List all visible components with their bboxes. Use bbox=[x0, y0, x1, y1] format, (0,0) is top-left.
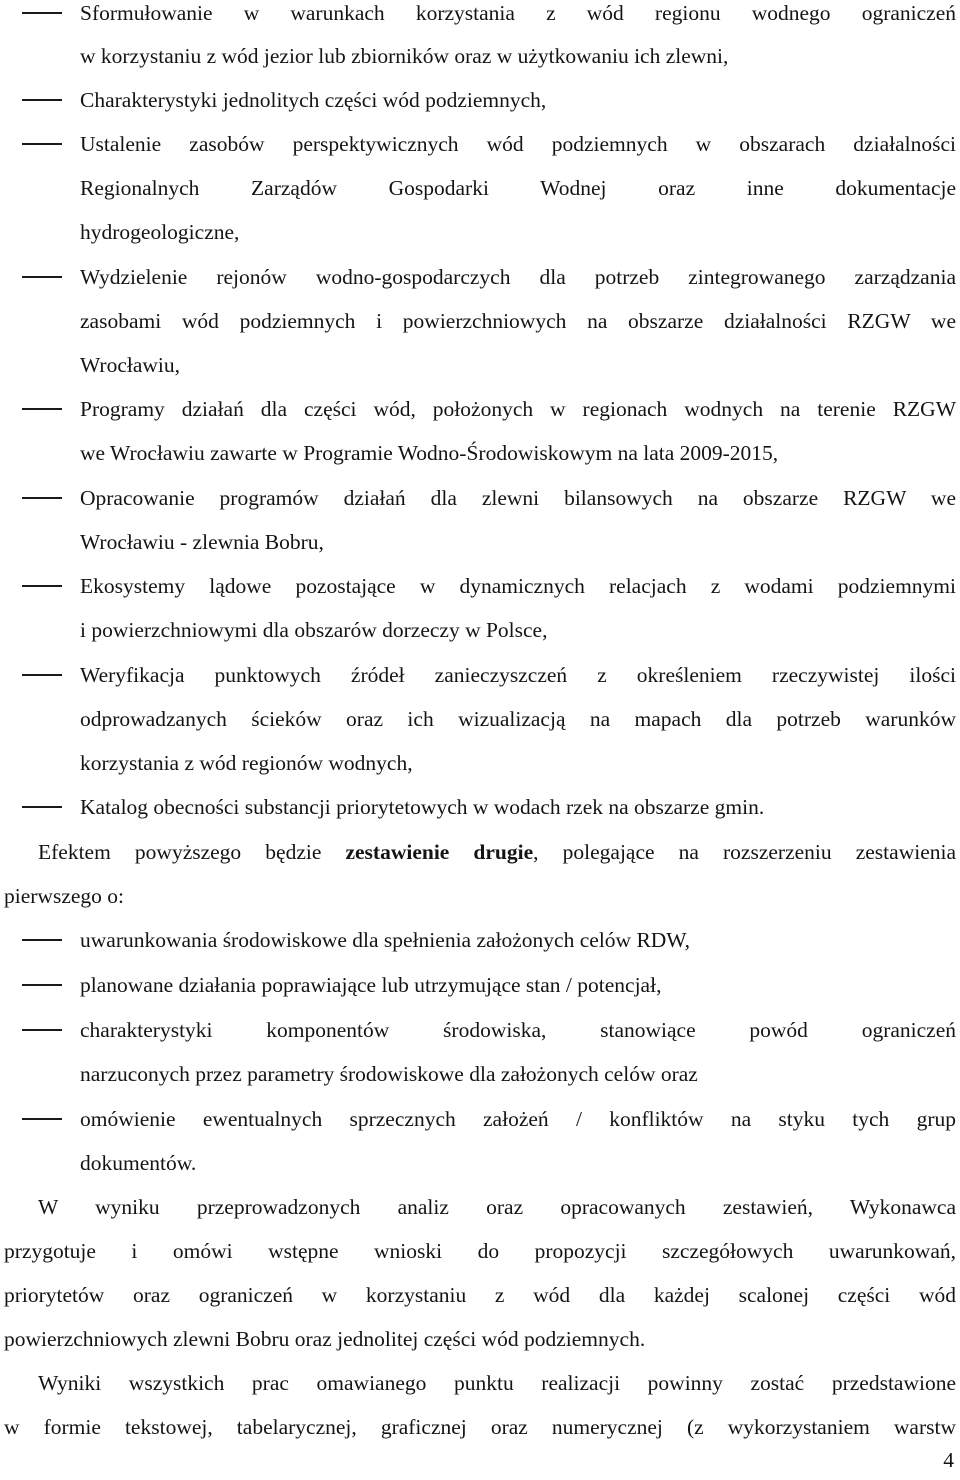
list-item-text: Katalog obecności substancji priorytetowych w wodach rzek na obszarze gmin. bbox=[80, 795, 765, 819]
list-item-text: Wrocławiu, bbox=[80, 353, 181, 377]
list-item-text: Weryfikacja punktowych źródeł zanieczyszczeń z określeniem rzeczywistej ilości bbox=[80, 663, 956, 687]
paragraph-text bbox=[38, 830, 956, 874]
paragraph-line bbox=[0, 1317, 960, 1361]
paragraph-line bbox=[0, 830, 960, 874]
bullet-item bbox=[0, 0, 960, 35]
bullet-item bbox=[0, 78, 960, 122]
dash-bullet-icon bbox=[22, 408, 62, 410]
dash-bullet-icon bbox=[22, 939, 62, 941]
list-item-text: Opracowanie programów działań dla zlewni bilansowych na obszarze RZGW we bbox=[80, 486, 956, 510]
bullet-item bbox=[0, 1097, 960, 1141]
dash-bullet-icon bbox=[22, 143, 62, 145]
page-number: 4 bbox=[943, 1448, 954, 1472]
bullet-item bbox=[0, 255, 960, 299]
bullet-item bbox=[0, 918, 960, 962]
list-item-text: zasobami wód podziemnych i powierzchniowych na obszarze działalności RZGW we bbox=[80, 309, 956, 333]
paragraph-text-part: , polegające na rozszerzeniu zestawienia bbox=[533, 840, 957, 864]
list-item-text: Regionalnych Zarządów Gospodarki Wodnej oraz inne dokumentacje bbox=[80, 176, 956, 200]
paragraph-line bbox=[0, 1273, 960, 1317]
dash-bullet-icon bbox=[22, 497, 62, 499]
bullet-item bbox=[0, 785, 960, 829]
bullet-item-continuation bbox=[0, 210, 960, 254]
paragraph-text: powierzchniowych zlewni Bobru oraz jednolitej części wód podziemnych. bbox=[4, 1327, 646, 1351]
bullet-item bbox=[0, 476, 960, 520]
bullet-item-continuation bbox=[0, 166, 960, 210]
bullet-item-continuation bbox=[0, 299, 960, 343]
paragraph-text: w formie tekstowej, tabelarycznej, graficznej oraz numerycznej (z wykorzystaniem warstw bbox=[4, 1415, 956, 1439]
bullet-item-continuation bbox=[0, 697, 960, 741]
list-item-text: dokumentów. bbox=[80, 1151, 197, 1175]
list-item-text: hydrogeologiczne, bbox=[80, 220, 240, 244]
list-item-text: i powierzchniowymi dla obszarów dorzeczy w Polsce, bbox=[80, 618, 548, 642]
bullet-item bbox=[0, 1008, 960, 1052]
dash-bullet-icon bbox=[22, 276, 62, 278]
paragraph-line bbox=[0, 1405, 960, 1449]
paragraph-text: W wyniku przeprowadzonych analiz oraz opracowanych zestawień, Wykonawca bbox=[38, 1195, 956, 1219]
bullet-item bbox=[0, 387, 960, 431]
dash-bullet-icon bbox=[22, 1118, 62, 1120]
bullet-item-continuation bbox=[0, 431, 960, 475]
list-item-text: planowane działania poprawiające lub utrzymujące stan / potencjał, bbox=[80, 973, 662, 997]
bullet-item-continuation bbox=[0, 1141, 960, 1185]
list-item-text: narzuconych przez parametry środowiskowe dla założonych celów oraz bbox=[80, 1062, 698, 1086]
dash-bullet-icon bbox=[22, 1029, 62, 1031]
bullet-item-continuation bbox=[0, 343, 960, 387]
list-item-text: Charakterystyki jednolitych części wód podziemnych, bbox=[80, 88, 547, 112]
list-item-text: Wydzielenie rejonów wodno-gospodarczych dla potrzeb zintegrowanego zarządzania bbox=[80, 265, 956, 289]
dash-bullet-icon bbox=[22, 99, 62, 101]
list-item-text: charakterystyki komponentów środowiska, stanowiące powód ograniczeń bbox=[80, 1018, 956, 1042]
dash-bullet-icon bbox=[22, 585, 62, 587]
list-item-text: Programy działań dla części wód, położonych w regionach wodnych na terenie RZGW bbox=[80, 397, 956, 421]
paragraph-line bbox=[0, 1185, 960, 1229]
list-item-text: we Wrocławiu zawarte w Programie Wodno-Środowiskowym na lata 2009-2015, bbox=[80, 441, 779, 465]
dash-bullet-icon bbox=[22, 674, 62, 676]
paragraph-text: przygotuje i omówi wstępne wnioski do propozycji szczegółowych uwarunkowań, bbox=[4, 1239, 956, 1263]
paragraph-text: pierwszego o: bbox=[4, 884, 125, 908]
bullet-item-continuation bbox=[0, 1052, 960, 1096]
list-item-text: uwarunkowania środowiskowe dla spełnienia założonych celów RDW, bbox=[80, 928, 690, 952]
bullet-item bbox=[0, 564, 960, 608]
list-item-text: Ustalenie zasobów perspektywicznych wód podziemnych w obszarach działalności bbox=[80, 132, 956, 156]
list-item-text: Sformułowanie w warunkach korzystania z wód regionu wodnego ograniczeń bbox=[80, 1, 956, 25]
list-item-text: odprowadzanych ścieków oraz ich wizualizacją na mapach dla potrzeb warunków bbox=[80, 707, 956, 731]
bullet-item bbox=[0, 122, 960, 166]
paragraph-line bbox=[0, 1229, 960, 1273]
paragraph-line bbox=[0, 874, 960, 918]
paragraph-text-part: Efektem powyższego będzie bbox=[38, 840, 346, 864]
list-item-text: Wrocławiu - zlewnia Bobru, bbox=[80, 530, 324, 554]
bullet-item bbox=[0, 963, 960, 1007]
list-item-text: omówienie ewentualnych sprzecznych założeń / konfliktów na styku tych grup bbox=[80, 1107, 956, 1131]
dash-bullet-icon bbox=[22, 984, 62, 986]
bullet-item bbox=[0, 653, 960, 697]
paragraph-text: priorytetów oraz ograniczeń w korzystaniu z wód dla każdej scalonej części wód bbox=[4, 1283, 956, 1307]
dash-bullet-icon bbox=[22, 806, 62, 808]
bullet-item-continuation bbox=[0, 520, 960, 564]
bullet-item-continuation bbox=[0, 741, 960, 785]
list-item-text: korzystania z wód regionów wodnych, bbox=[80, 751, 413, 775]
paragraph-line bbox=[0, 1361, 960, 1405]
list-item-text: Ekosystemy lądowe pozostające w dynamicznych relacjach z wodami podziemnymi bbox=[80, 574, 956, 598]
paragraph-text: Wyniki wszystkich prac omawianego punktu realizacji powinny zostać przedstawione bbox=[38, 1371, 956, 1395]
dash-bullet-icon bbox=[22, 12, 62, 14]
bold-phrase: zestawienie drugie bbox=[345, 840, 534, 864]
bullet-item-continuation bbox=[0, 34, 960, 78]
list-item-text: w korzystaniu z wód jezior lub zbiorników oraz w użytkowaniu ich zlewni, bbox=[80, 44, 729, 68]
bullet-item-continuation bbox=[0, 608, 960, 652]
